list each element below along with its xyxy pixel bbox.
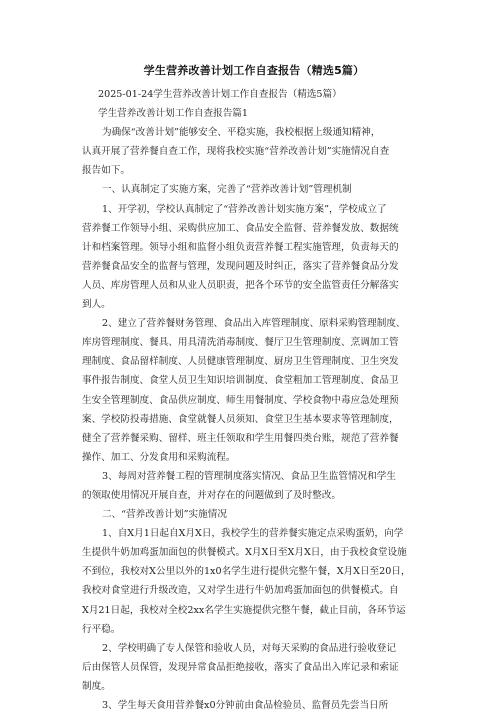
paragraph-4 [82, 524, 426, 639]
paragraph-1 [82, 200, 426, 315]
paragraph-5 [82, 639, 426, 696]
text-line: 生提供牛奶加鸡蛋加面包的供餐模式。X月X日至X月X日，由于我校食堂设施 [82, 547, 407, 559]
text-line: 库房管理制度、餐具、用具清洗消毒制度、餐厅卫生管理制度、烹调加工管 [82, 337, 399, 349]
intro-paragraph [82, 123, 426, 180]
text-line: 1、自X月1日起自X月X日，我校学生的营养餐实施定点采购蛋奶，向学 [102, 528, 404, 540]
paragraph-2 [82, 314, 426, 467]
text-line: 行平稳。 [82, 623, 121, 635]
text-line: 生安全管理制度、食品供应制度、师生用餐制度、学校食物中毒应急处理预 [82, 394, 399, 406]
text-line: 健全了营养餐采购、留样、班主任领取和学生用餐四类台账，规范了营养餐 [82, 432, 399, 444]
text-line: 1、开学初，学校认真制定了“营养改善计划实施方案”，学校成立了 [102, 203, 387, 215]
paragraph-6 [82, 696, 426, 715]
report-subtitle: 学生营养改善计划工作自查报告篇1 [98, 108, 249, 120]
text-line: 后由保管人员保管，发现异常食品拒绝接收，落实了食品出入库记录和索证 [82, 661, 399, 673]
text-line: X月21日起，我校对全校2xx名学生实施提供完整午餐，截止目前，各环节运 [82, 604, 406, 616]
section-heading-2: 二、“营养改善计划”实施情况 [102, 509, 227, 521]
text-line: 2、建立了营养餐财务管理、食品出入库管理制度、原料采购管理制度、 [102, 318, 406, 330]
section-heading-1: 一、认真制定了实施方案，完善了“营养改善计划”管理机制 [102, 184, 352, 196]
text-line: 计和档案管理。领导小组和监督小组负责营养餐工程实施管理，负责每天的 [82, 241, 399, 253]
text-line: 到人。 [82, 299, 111, 311]
text-line: 不到位，我校对X公里以外的1x0名学生进行提供完整午餐，X月X日至20日， [82, 566, 411, 578]
text-line: 案、学校防投毒措施、食堂就餐人员须知、食堂卫生基本要求等管理制度， [82, 413, 399, 425]
document-title: 学生营养改善计划工作自查报告（精选5篇） [143, 64, 365, 77]
text-line: 操作、加工、分发食用和采购流程。 [82, 451, 236, 463]
text-line: 2、学校明确了专人保管和验收人员，对每天采购的食品进行验收登记 [102, 642, 396, 654]
text-line: 认真开展了营养餐自查工作，现将我校实施“营养改善计划”实施情况自查 [82, 146, 390, 158]
text-line: 为确保“改善计划”能够安全、平稳实施，我校根据上级通知精神， [102, 127, 381, 139]
text-line: 人员、库房管理人员和从业人员职责，把各个环节的安全监管责任分解落实 [82, 279, 399, 291]
date-line: 2025-01-24学生营养改善计划工作自查报告（精选5篇） [98, 89, 342, 100]
text-line: 营养餐食品安全的监督与管理，发现问题及时纠正，落实了营养餐食品分发 [82, 260, 399, 272]
text-line: 报告如下。 [82, 165, 130, 177]
text-line: 3、每周对营养餐工程的管理制度落实情况、食品卫生监管情况和学生 [102, 470, 396, 482]
text-line: 事件报告制度、食堂人员卫生知识培训制度、食堂粗加工管理制度、食品卫 [82, 375, 399, 387]
text-line: 的领取使用情况开展自查，并对存在的问题做到了及时整改。 [82, 489, 342, 501]
text-line: 3、学生每天食用营养餐x0分钟前由食品检验员、监督员先尝当日所 [102, 700, 389, 711]
text-line: 制度。 [82, 680, 111, 692]
text-line: 营养餐工作领导小组、采购供应加工、食品安全监督、营养餐发放、数据统 [82, 222, 399, 234]
text-line: 我校对食堂进行升级改造，又对学生进行牛奶加鸡蛋加面包的供餐模式。自 [82, 585, 399, 597]
text-line: 理制度、食品留样制度、人员健康管理制度、厨房卫生管理制度、卫生突发 [82, 356, 399, 368]
paragraph-3 [82, 467, 426, 505]
